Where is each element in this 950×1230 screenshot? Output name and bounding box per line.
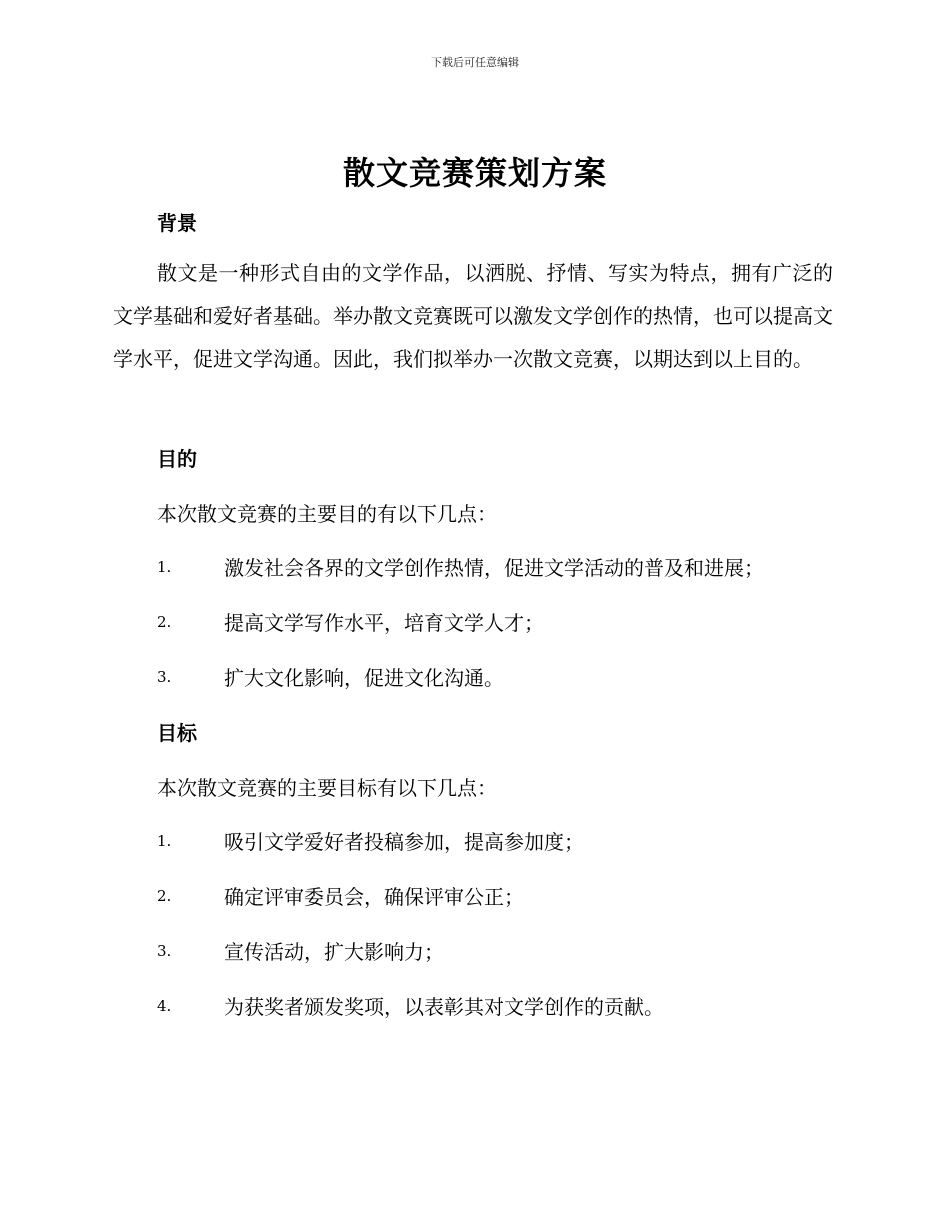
purpose-list-item — [157, 552, 764, 581]
list-number: 1. — [157, 831, 172, 850]
list-text: 吸引文学爱好者投稿参加，提高参加度； — [224, 830, 584, 854]
list-text: 扩大文化影响，促进文化沟通。 — [224, 666, 504, 690]
document-title: 散文竞赛策划方案 — [342, 154, 607, 192]
list-text: 确定评审委员会，确保评审公正； — [224, 885, 524, 909]
list-number: 2. — [157, 612, 172, 631]
list-number: 4. — [157, 996, 172, 1015]
list-number: 2. — [157, 886, 172, 905]
list-text: 激发社会各界的文学创作热情，促进文学活动的普及和进展； — [224, 556, 764, 580]
page-header: 下载后可任意编辑 — [431, 56, 519, 69]
list-number: 1. — [157, 557, 172, 576]
goals-intro: 本次散文竞赛的主要目标有以下几点： — [157, 776, 497, 800]
goals-list-item — [157, 936, 444, 965]
goals-list-item — [157, 826, 584, 855]
list-text: 提高文学写作水平，培育文学人才； — [224, 611, 544, 635]
list-number: 3. — [157, 667, 172, 686]
background-paragraph: 散文是一种形式自由的文学作品，以洒脱、抒情、写实为特点，拥有广泛的文学基础和爱好者基础。举办散文竞赛既可以激发文学创作的热情，也可以提高文学水平，促进文学沟通。因此，我们拟举办一次散文竞赛，以期达到以上目的。 — [113, 261, 833, 371]
section-heading-background: 背景 — [157, 211, 197, 235]
section-heading-goals: 目标 — [157, 721, 197, 745]
goals-list-item — [157, 991, 664, 1020]
purpose-intro: 本次散文竞赛的主要目的有以下几点： — [157, 502, 497, 526]
list-text: 宣传活动，扩大影响力； — [224, 940, 444, 964]
list-text: 为获奖者颁发奖项，以表彰其对文学创作的贡献。 — [224, 995, 664, 1019]
purpose-list-item — [157, 662, 504, 691]
goals-list-item — [157, 881, 524, 910]
list-number: 3. — [157, 941, 172, 960]
purpose-list-item — [157, 607, 544, 636]
section-heading-purpose: 目的 — [157, 447, 197, 471]
